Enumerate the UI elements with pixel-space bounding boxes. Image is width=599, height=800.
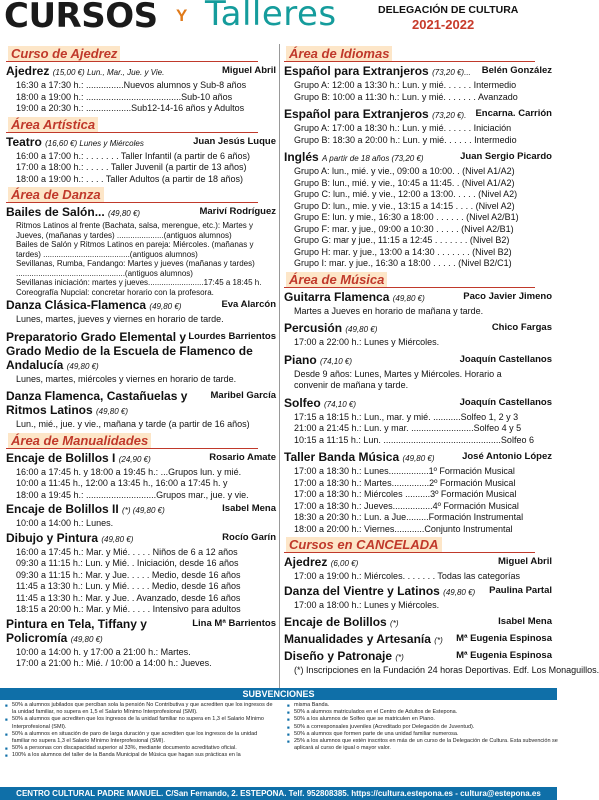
course-price: (49,80 €) [345, 325, 378, 334]
course-espanol-2 [284, 107, 552, 146]
course-detail: Bailes de Salón y Ritmos Latinos en pareja: Miércoles. (mañanas y tardes) .......................................(antiguos alumnos) [16, 240, 254, 259]
course-manualidades-cancelada [284, 632, 552, 648]
schedule-line: 19:00 a 20:30 h.: ..................Sub12-14-16 años y Adultos [16, 103, 245, 113]
teacher-name: Miguel Abril [221, 65, 276, 76]
schedule-line: 10:00 a 14:00 h.: Lunes. [16, 518, 114, 528]
course-title [284, 107, 552, 123]
schedule-line: 18:00 a 19:00 h.: . . . . Taller Adultos (a partir de 18 años) [16, 173, 243, 184]
course-price: (*) [434, 636, 443, 645]
title-talleres: Talleres [205, 0, 337, 34]
teacher-name: Joaquín Castellanos [459, 396, 552, 408]
course-price: (49,80 €) [392, 293, 425, 303]
course-name: Encaje de Bolillos II [6, 502, 119, 516]
teacher-name: Maribel García [210, 390, 276, 401]
course-bailes [6, 205, 276, 297]
subvencion-item: ■ 50% a alumnos jubilados que perciban sola la pensión No Contributiva y que acrediten que los ingresos de la unidad familiar, no supera en 1,5 el Salario Mínimo Interprofesional (SMI). [4, 702, 276, 716]
course-title [6, 451, 276, 467]
subvencion-item: ■ 50% a corresponsales juveniles (Acreditado por Delegación de Juventud). [286, 724, 558, 731]
course-ingles [284, 150, 552, 270]
teacher-name: José Antonio López [462, 451, 552, 462]
subvencion-item: ■ 50% a alumnos que formen parte de una unidad familiar numerosa. [286, 731, 558, 738]
subvenciones-left [4, 702, 276, 760]
course-teatro [6, 135, 276, 186]
course-bolillos-cancelada [284, 615, 552, 631]
course-bolillos2 [6, 502, 276, 530]
course-title [6, 389, 276, 419]
schedule-line: Grupo B: 10:00 a 11:30 h.: Lun. y mié. . . . . . . Avanzado [294, 91, 518, 102]
course-detail: Ritmos Latinos al frente (Bachata, salsa, merengue, etc.): Martes y Jueves, (mañanas y tardes) .....................(antiguos alumnos) [16, 221, 253, 240]
course-price: (49,80 €) [70, 634, 103, 644]
course-title [284, 555, 552, 571]
teacher-name: Juan Jesús Luque [193, 135, 276, 147]
schedule-line: Grupo B: 18:30 a 20:00 h.: Lun. y mié. . . . . . Intermedio [294, 134, 517, 145]
schedule-line: 18:30 a 20:30 h.: Lun. a Jue.........Formación Instrumental [294, 512, 524, 522]
course-title [284, 632, 552, 648]
schedule-line: 11:45 a 13:30 h.: Mar. y Jue. . Avanzado, desde 16 años [16, 592, 241, 603]
column-divider [279, 44, 280, 688]
schedule-line: 17:00 a 18:00 h.: . . . . . Taller Juvenil (a partir de 13 años) [16, 162, 247, 172]
schedule-line: Lunes, martes, jueves y viernes en horario de tarde. [16, 314, 224, 324]
schedule-line: Grupo H: mar. y jue., 13:00 a 14:30 . . . . . . . (Nivel B2) [294, 246, 512, 257]
teacher-name: Encarna. Carrión [475, 108, 552, 119]
schedule-line: 17:00 a 19:00 h.: Miércoles. . . . . . . Todas las categorías [294, 571, 520, 581]
course-name: Diseño y Patronaje [284, 649, 393, 663]
schedule-line: Martes a Jueves en horario de mañana y tarde. [294, 305, 484, 316]
schedule-line: 16:00 a 17:45 h. y 18:00 a 19:45 h.: ...Grupos lun. y mié. [16, 466, 242, 477]
course-title [284, 290, 552, 306]
course-name: Teatro [6, 134, 42, 149]
course-tela [6, 617, 276, 670]
course-title [284, 150, 552, 166]
course-price: (49,80 €) [149, 302, 182, 311]
course-title [284, 615, 552, 631]
course-dibujo [6, 531, 276, 616]
teacher-name: Chico Fargas [491, 322, 552, 333]
section-musica: Área de Música [284, 272, 535, 288]
schedule-line: Grupo B: lun., mié. y vie., 10:45 a 11:45. . (Nivel A1/A2) [294, 177, 515, 188]
course-bolillos1 [6, 451, 276, 502]
course-name: Español para Extranjeros [284, 107, 429, 121]
subvencion-item: ■ 50% a alumnos en situación de paro de larga duración y que acrediten que los ingresos de la unidad familiar no supera 1,3 el Salario Mínimo Interprofesional (SMI). [4, 731, 276, 745]
course-price: (*) [390, 619, 399, 628]
course-preparatorio [6, 330, 276, 386]
left-column [6, 44, 276, 670]
teacher-name: Juan Sergio Picardo [460, 151, 552, 162]
subvencion-item: ■ 25% a los alumnos que estén inscritos en más de un curso de la Delegación de Cultura. Esta subvención se aplicará al curso de igual o mayor valor. [286, 738, 558, 752]
year-label: 2021-2022 [412, 17, 475, 32]
course-price: (73,20 €)... [432, 68, 471, 77]
courses-columns [0, 44, 599, 688]
header [0, 0, 557, 44]
title-y: Y [176, 6, 188, 25]
course-name: Danza del Vientre y Latinos [284, 583, 440, 598]
schedule-line: Grupo F: mar. y jue., 09:00 a 10:30 . . . . . (Nivel A2/B1) [294, 223, 514, 234]
course-price: (49,80 €) [96, 407, 129, 416]
course-title [6, 617, 276, 647]
course-solfeo [284, 396, 552, 447]
course-price: (*) [395, 653, 404, 662]
course-name: Guitarra Flamenca [284, 289, 390, 304]
course-price: (73,20 €). [432, 111, 467, 120]
schedule-line: 17:00 a 18:30 h.: Jueves................4º Formación Musical [294, 500, 519, 511]
schedule-line: (*) Inscripciones en la Fundación 24 horas Deportivas. Edf. Los Monaguillos. [294, 665, 599, 675]
right-column [284, 44, 599, 677]
schedule-line: 11:45 a 13:30 h.: Lun. y Mié. . . . . Medio, desde 16 años [16, 581, 241, 591]
course-name: Pintura en Tela, Tiffany y Policromía [6, 616, 147, 645]
subvencion-item: ■ misma Banda. [286, 702, 558, 709]
teacher-name: Mª Eugenia Espinosa [456, 633, 552, 644]
schedule-line: 17:15 a 18:15 h.: Lun., mar. y mié. ...........Solfeo 1, 2 y 3 [294, 411, 519, 422]
course-title [284, 450, 552, 466]
course-title [6, 298, 276, 314]
course-name: Encaje de Bolillos I [6, 450, 116, 465]
course-name: Ajedrez [6, 64, 50, 78]
teacher-name: Joaquín Castellanos [459, 353, 552, 365]
course-vientre [284, 584, 552, 612]
course-price: (16,60 €) Lunes y Miércoles [45, 138, 144, 148]
course-title [6, 502, 276, 518]
course-price: (*) (49,80 €) [122, 506, 165, 515]
teacher-name: Rocío Garín [222, 531, 276, 543]
course-detail: Coreografía Nupcial: concretar horario con la profesora. [16, 287, 214, 297]
teacher-name: Mª Eugenia Espinosa [456, 650, 552, 661]
course-price: (49,80 €) [402, 454, 435, 463]
schedule-line: 16:30 a 17:30 h.: ...............Nuevos alumnos y Sub-8 años [16, 80, 247, 90]
course-diseno [284, 649, 599, 677]
course-name: Manualidades y Artesanía [284, 632, 431, 646]
schedule-line: 18:00 a 20:00 h.: Viernes............Conjunto Instrumental [294, 523, 513, 534]
teacher-name: Lina Mª Barrientos [192, 617, 276, 629]
course-title [6, 135, 276, 151]
title-cursos: CURSOS [4, 0, 158, 36]
schedule-line: 18:00 a 19:00 h.: ......................................Sub-10 años [16, 91, 233, 102]
subvencion-item: ■ 50% a alumnos que acrediten que los ingresos de la unidad familiar no supera en 1,3 el Salario Mínimo Interprofesional (SMI). [4, 716, 276, 730]
course-title [284, 396, 552, 412]
section-danza: Área de Danza [6, 187, 258, 203]
schedule-line: 17:00 a 18:30 h.: Martes...............2º Formación Musical [294, 477, 516, 488]
subvenciones-right [286, 702, 558, 752]
schedule-line: Grupo G: mar y jue., 11:15 a 12:45 . . . . . . . (Nivel B2) [294, 235, 510, 245]
course-name: Piano [284, 352, 317, 367]
teacher-name: Isabel Mena [222, 503, 276, 514]
course-ajedrez-cancelada [284, 555, 552, 583]
course-name: Percusión [284, 321, 343, 335]
section-cancelada: Cursos en CANCELADA [284, 537, 535, 553]
course-name: Dibujo y Pintura [6, 530, 99, 545]
subvencion-item: ■ 100% a los alumnos del taller de la Banda Municipal de Música que hagan sus prácticas en la [4, 752, 276, 759]
schedule-line: Lun., mié., jue. y vie., mañana y tarde (a partir de 16 años) [16, 419, 250, 429]
course-title [284, 321, 552, 337]
course-castanuelas [6, 389, 276, 431]
course-ajedrez [6, 64, 276, 115]
course-name: Bailes de Salón... [6, 205, 105, 219]
course-price: A partir de 18 años (73,20 €) [322, 154, 424, 163]
course-price: (49,80 €) [66, 361, 99, 371]
course-name: Taller Banda Música [284, 450, 400, 464]
course-clasica [6, 298, 276, 326]
schedule-line: 18:00 a 19:45 h.: ............................Grupos mar., jue. y vie. [16, 489, 249, 500]
schedule-line: Desde 9 años: Lunes, Martes y Miércoles. Horario a [294, 368, 502, 379]
teacher-name: Paco Javier Jimeno [463, 290, 552, 302]
subvenciones-title: SUBVENCIONES [0, 688, 557, 700]
course-title [6, 205, 276, 221]
course-name: Español para Extranjeros [284, 64, 429, 78]
course-banda [284, 450, 552, 535]
course-piano [284, 353, 552, 392]
subvencion-item: ■ 50% a los alumnos de Solfeo que se matriculen en Piano. [286, 716, 558, 723]
course-price: (74,10 €) [320, 356, 353, 366]
course-price: (6,00 €) [330, 559, 359, 568]
delegacion-label: DELEGACIÓN DE CULTURA [378, 4, 519, 16]
schedule-line: 10:15 a 11:15 h.: Lun. ...............................................Solfeo 6 [294, 434, 534, 445]
teacher-name: Mariví Rodríguez [199, 206, 276, 217]
schedule-line: Grupo E: lun. y mie., 16:30 a 18:00 . . . . . . (Nivel A2/B1) [294, 212, 519, 222]
course-percusion [284, 321, 552, 349]
subvencion-item: ■ 50% a alumnos matriculados en el Centro de Adultos de Estepona. [286, 709, 558, 716]
contact-footer: CENTRO CULTURAL PADRE MANUEL. C/San Fernando, 2. ESTEPONA. Telf. 952808385. https://cultura.estepona.es - cultura@estepona.es [0, 787, 557, 800]
schedule-line: 17:00 a 22:00 h.: Lunes y Miércoles. [294, 337, 440, 347]
course-name: Ajedrez [284, 555, 328, 569]
course-price: (49,80 €) [108, 209, 141, 218]
schedule-line: convenir de mañana y tarde. [294, 380, 409, 390]
section-manualidades: Área de Manualidades [6, 433, 258, 449]
schedule-line: 09:30 a 11:15 h.: Lun. y Mié. . Iniciación, desde 16 años [16, 558, 239, 568]
course-price: (24,90 €) [118, 454, 151, 464]
course-detail: Sevillanas iniciación: martes y jueves.........................17:45 a 18:45 h. [16, 278, 262, 287]
schedule-line: 18:15 a 20:00 h.: Mar. y Mié. . . . . Intensivo para adultos [16, 604, 241, 614]
course-title [284, 64, 552, 80]
schedule-line: Grupo A: 17:00 a 18:30 h.: Lun. y mié. . . . . . Iniciación [294, 123, 512, 133]
subvenciones-box [0, 688, 557, 800]
schedule-line: Grupo A: lun., mié. y vie., 09:00 a 10:00. . (Nivel A1/A2) [294, 166, 515, 176]
schedule-line: 17:00 a 18:30 h.: Miércoles ..........3º Formación Musical [294, 489, 517, 499]
section-idiomas: Área de Idiomas [284, 46, 535, 62]
course-name: Solfeo [284, 395, 321, 410]
schedule-line: 09:30 a 11:15 h.: Mar. y Jue. . . . . Medio, desde 16 años [16, 569, 241, 580]
course-name: Danza Clásica-Flamenca [6, 298, 147, 312]
subvencion-item: ■ 50% a personas con discapacidad superior al 33%, mediante documento acreditativo oficial. [4, 745, 276, 752]
course-price: (15,00 €) Lun., Mar., Jue. y Vie. [52, 68, 165, 77]
course-title [284, 353, 552, 369]
schedule-line: Grupo A: 12:00 a 13:30 h.: Lun. y mié. . . . . . Intermedio [294, 80, 517, 90]
course-espanol-1 [284, 64, 552, 103]
teacher-name: Rosario Amate [209, 451, 276, 463]
section-artistica: Área Artística [6, 117, 258, 133]
schedule-line: 16:00 a 17:00 h.: . . . . . . . Taller Infantil (a partir de 6 años) [16, 150, 250, 161]
teacher-name: Belén González [481, 65, 552, 76]
schedule-line: 17:00 a 21:00 h.: Mié. / 10:00 a 14:00 h.: Jueves. [16, 658, 212, 668]
course-price: (74,10 €) [324, 399, 357, 409]
course-name: Preparatorio Grado Elemental y Grado Medio de la Escuela de Flamenco de Andalucía [6, 329, 253, 372]
schedule-line: 21:00 a 21:45 h.: Lun. y mar. .........................Solfeo 4 y 5 [294, 423, 522, 433]
schedule-line: Grupo C: lun., mié. y vie., 12:00 a 13:00. . . . . (Nivel A2) [294, 189, 518, 199]
schedule-line: Grupo D: lun., mie. y vie., 13:15 a 14:15 . . . . (Nivel A2) [294, 200, 515, 211]
course-title [6, 531, 276, 547]
course-guitarra [284, 290, 552, 318]
teacher-name: Lourdes Barrientos [188, 330, 276, 342]
course-detail: Sevillanas, Rumba, Fandango: Martes y jueves (mañanas y tardes) .................................................(antiguos alumnos) [16, 259, 255, 278]
course-title [284, 649, 552, 665]
course-name: Danza Flamenca, Castañuelas y Ritmos Latinos [6, 389, 188, 417]
schedule-line: 10:00 a 14:00 h. y 17:00 a 21:00 h.: Martes. [16, 646, 191, 657]
teacher-name: Miguel Abril [497, 556, 552, 567]
schedule-line: 17:00 a 18:00 h.: Lunes y Miércoles. [294, 599, 440, 610]
section-ajedrez: Curso de Ajedrez [6, 46, 258, 62]
course-price: (49,80 €) [101, 534, 134, 544]
course-title [6, 330, 276, 374]
course-price: (49,80 €) [443, 587, 476, 597]
teacher-name: Eva Alarcón [221, 299, 276, 310]
teacher-name: Isabel Mena [498, 616, 552, 627]
schedule-line: Grupo I: mar. y jue., 16:30 a 18:00 . . . . . (Nivel B2/C1) [294, 258, 512, 268]
teacher-name: Paulina Partal [489, 584, 552, 596]
course-title [284, 584, 552, 600]
schedule-line: Lunes, martes, miércoles y viernes en horario de tarde. [16, 373, 237, 384]
schedule-line: 10:00 a 11:45 h., 12:00 a 13:45 h., 16:00 a 17:45 h. y [16, 478, 228, 488]
course-name: Inglés [284, 150, 319, 164]
course-title [6, 64, 276, 80]
schedule-line: 16:00 a 17:45 h.: Mar. y Mié. . . . . Niños de 6 a 12 años [16, 546, 238, 557]
course-name: Encaje de Bolillos [284, 615, 387, 629]
schedule-line: 17:00 a 18:30 h.: Lunes................1º Formación Musical [294, 466, 515, 476]
